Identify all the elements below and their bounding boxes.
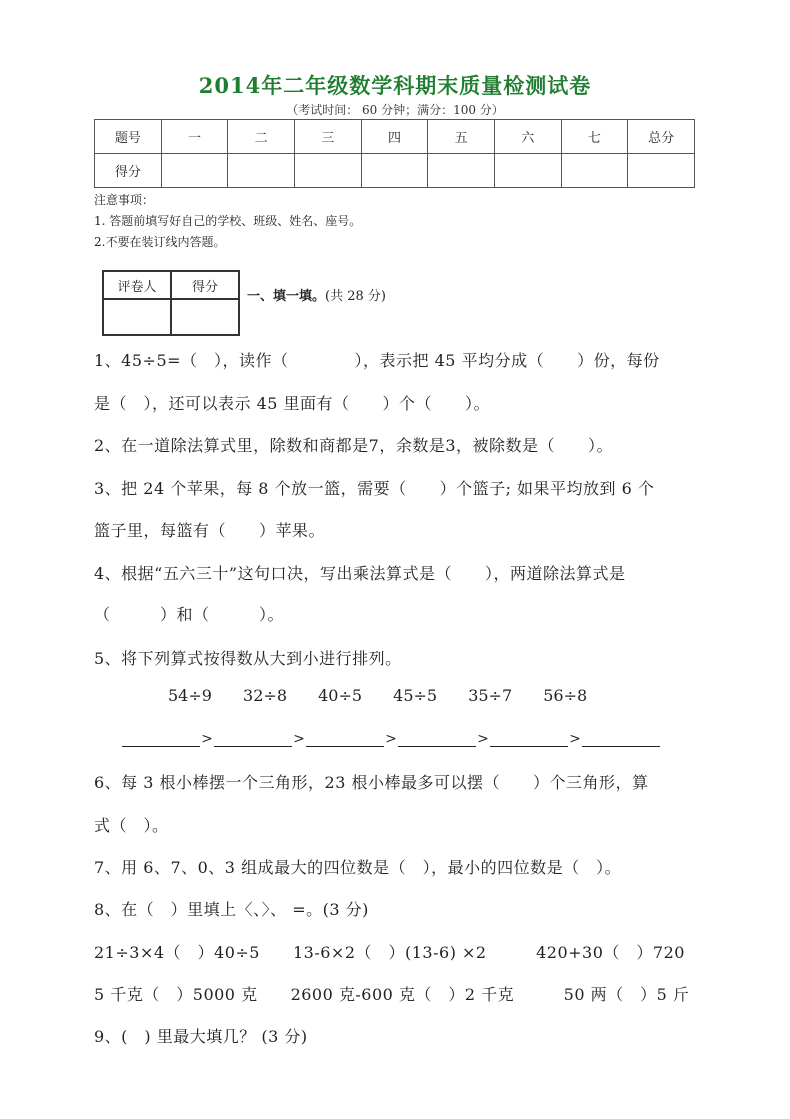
score-table-header-row: [95, 120, 695, 154]
answer-blank[interactable]: [490, 730, 568, 747]
question-line: 是（ ），还可以表示 45 里面有（ ）个（ ）。: [94, 394, 491, 413]
score-header-cell: 题号: [95, 120, 162, 154]
question-line: 5 千克（ ）5000 克 2600 克-600 克（ ）2 千克 50 两（ ）5 斤: [94, 985, 690, 1004]
score-cell[interactable]: [428, 154, 495, 188]
question-line: 21÷3×4（ ）40÷5 13-6×2（ ）(13-6) ×2 420+30（ ）720: [94, 943, 685, 962]
question-line: 1、45÷5=（ ），读作（ ），表示把 45 平均分成（ ）份，每份: [94, 351, 660, 370]
score-cell[interactable]: [628, 154, 695, 188]
score-header-cell: 一: [161, 120, 228, 154]
section-points: (共 28 分): [325, 289, 386, 304]
exam-subtitle: （考试时间： 60 分钟；满分：100 分）: [286, 103, 504, 117]
question-line: （ ）和（ ）。: [94, 605, 285, 624]
score-table: [94, 119, 695, 188]
score-cell[interactable]: [228, 154, 295, 188]
grader-name-cell[interactable]: [103, 299, 171, 335]
score-header-cell: 六: [494, 120, 561, 154]
notes-item: 1. 答题前填写好自己的学校、班级、姓名、座号。: [94, 214, 362, 228]
q5-expression: 45÷5: [393, 686, 438, 705]
section-heading: [247, 285, 386, 304]
question-line: 8、在（ ）里填上〈、〉、 =。(3 分): [94, 900, 369, 919]
greater-than-sign: >: [201, 731, 213, 747]
notes-item: 2.不要在装订线内答题。: [94, 235, 226, 249]
greater-than-sign: >: [293, 731, 305, 747]
exam-title: 2014年二年级数学科期末质量检测试卷: [198, 73, 592, 98]
score-header-cell: 五: [428, 120, 495, 154]
score-cell[interactable]: [561, 154, 628, 188]
question-line: 式（ ）。: [94, 816, 169, 835]
score-header-cell: 二: [228, 120, 295, 154]
answer-blank[interactable]: [582, 730, 660, 747]
answer-blank[interactable]: [306, 730, 384, 747]
score-table-score-row: [95, 154, 695, 188]
q5-expressions: [168, 686, 613, 705]
score-cell[interactable]: [494, 154, 561, 188]
greater-than-sign: >: [385, 731, 397, 747]
answer-blank[interactable]: [214, 730, 292, 747]
score-header-cell: 七: [561, 120, 628, 154]
score-cell[interactable]: [294, 154, 361, 188]
question-line: 篮子里，每篮有（ ）苹果。: [94, 521, 326, 540]
question-line: 3、把 24 个苹果，每 8 个放一篮，需要（ ）个篮子; 如果平均放到 6 个: [94, 479, 655, 498]
question-line: 6、每 3 根小棒摆一个三角形，23 根小棒最多可以摆（ ）个三角形，算: [94, 773, 649, 792]
q5-expression: 40÷5: [318, 686, 363, 705]
section-label: 一、填一填。: [247, 289, 326, 304]
notes-heading: 注意事项：: [94, 193, 155, 207]
grader-label: 评卷人: [103, 271, 171, 299]
greater-than-sign: >: [477, 731, 489, 747]
question-line: 9、( ) 里最大填几？ (3 分): [94, 1027, 308, 1046]
notes-block: [94, 190, 361, 253]
question-line: 7、用 6、7、0、3 组成最大的四位数是（ ），最小的四位数是（ ）。: [94, 858, 622, 877]
q5-expression: 32÷8: [243, 686, 287, 705]
q5-expression: 56÷8: [543, 686, 588, 705]
grader-score-cell[interactable]: [171, 299, 239, 335]
grader-score-label: 得分: [171, 271, 239, 299]
score-header-cell: 三: [294, 120, 361, 154]
q5-answer-blanks: [122, 730, 660, 747]
question-line: 4、根据“五六三十”这句口决，写出乘法算式是（ ），两道除法算式是: [94, 564, 626, 583]
answer-blank[interactable]: [398, 730, 476, 747]
q5-expression: 35÷7: [468, 686, 513, 705]
score-row-label: 得分: [95, 154, 162, 188]
score-header-cell: 总分: [628, 120, 695, 154]
question-line: 5、将下列算式按得数从大到小进行排列。: [94, 649, 402, 668]
question-line: 2、在一道除法算式里，除数和商都是7，余数是3，被除数是（ ）。: [94, 436, 614, 455]
grader-table: [102, 270, 240, 336]
answer-blank[interactable]: [122, 730, 200, 747]
score-cell[interactable]: [161, 154, 228, 188]
q5-expression: 54÷9: [168, 686, 212, 705]
greater-than-sign: >: [569, 731, 581, 747]
score-header-cell: 四: [361, 120, 428, 154]
score-cell[interactable]: [361, 154, 428, 188]
